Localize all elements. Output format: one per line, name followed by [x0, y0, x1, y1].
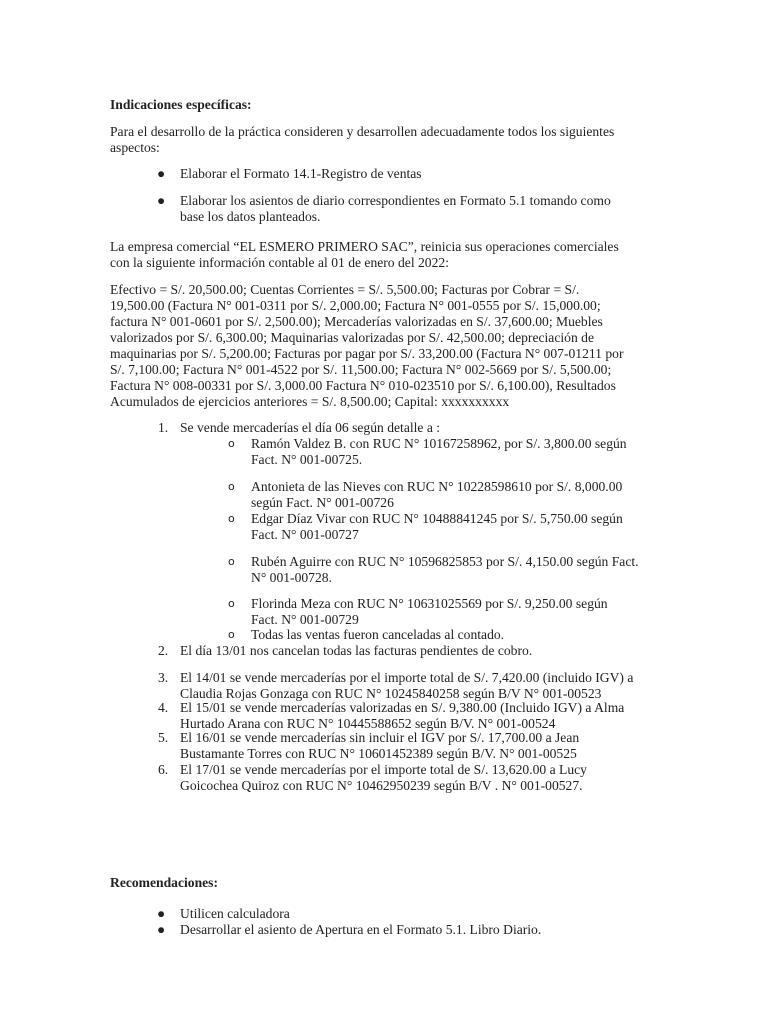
company-line-2: con la siguiente información contable al 01 de enero del 2022: — [110, 255, 449, 270]
balances-line: Efectivo = S/. 20,500.00; Cuentas Corrientes = S/. 5,500.00; Facturas por Cobrar = S/. — [110, 282, 580, 297]
sub-item-text: Rubén Aguirre con RUC N° 10596825853 por S/. 4,150.00 según Fact. — [251, 554, 639, 569]
bullet-icon: ● — [157, 166, 166, 181]
circle-bullet-icon: o — [228, 555, 235, 568]
bullet-text: Desarrollar el asiento de Apertura en el Formato 5.1. Libro Diario. — [180, 922, 542, 937]
sub-item-text: Ramón Valdez B. con RUC N° 10167258962, por S/. 3,800.00 según — [251, 436, 627, 451]
item-text: El 14/01 se vende mercaderías por el importe total de S/. 7,420.00 (incluido IGV) a — [180, 670, 634, 685]
item-number: 6. — [158, 762, 169, 777]
sub-item-text: Florinda Meza con RUC N° 10631025569 por S/. 9,250.00 según — [251, 596, 608, 611]
sub-item-text-continued: Fact. N° 001-00727 — [251, 527, 359, 542]
sub-item-text: Todas las ventas fueron canceladas al contado. — [251, 627, 505, 642]
item-number: 2. — [158, 643, 169, 658]
balances-line: factura N° 001-0601 por S/. 2,500.00); Mercaderías valorizadas en S/. 37,600.00; Muebles — [110, 314, 603, 329]
balances-line: Factura N° 008-00331 por S/. 3,000.00 Factura N° 010-023510 por S/. 6,100.00), Resultados — [110, 378, 616, 393]
item-text: El 15/01 se vende mercaderías valorizadas en S/. 9,380.00 (Incluido IGV) a Alma — [180, 700, 625, 715]
item-text: El 16/01 se vende mercaderías sin incluir el IGV por S/. 17,700.00 a Jean — [180, 730, 580, 745]
circle-bullet-icon: o — [228, 437, 235, 450]
circle-bullet-icon: o — [228, 512, 235, 525]
section-heading-recomendaciones: Recomendaciones: — [110, 875, 218, 890]
bullet-icon: ● — [157, 906, 166, 921]
item-text: El 17/01 se vende mercaderías por el importe total de S/. 13,620.00 a Lucy — [180, 762, 587, 777]
item-text-continued: Claudia Rojas Gonzaga con RUC N° 10245840258 según B/V N° 001-00523 — [180, 686, 602, 701]
balances-line: valorizados por S/. 6,300.00; Maquinarias valorizadas por S/. 42,500.00; depreciación de — [110, 330, 594, 345]
item-text: El día 13/01 nos cancelan todas las facturas pendientes de cobro. — [180, 643, 533, 658]
circle-bullet-icon: o — [228, 480, 235, 493]
sub-item-text-continued: Fact. N° 001-00729 — [251, 612, 359, 627]
intro-line-2: aspectos: — [110, 140, 160, 155]
sub-item-text: Antonieta de las Nieves con RUC N° 10228598610 por S/. 8,000.00 — [251, 479, 623, 494]
bullet-icon: ● — [157, 193, 166, 208]
balances-line: maquinarias por S/. 5,200.00; Facturas por pagar por S/. 33,200.00 (Factura N° 007-01211 por — [110, 346, 624, 361]
item-text-continued: Goicochea Quiroz con RUC N° 10462950239 según B/V . N° 001-00527. — [180, 778, 583, 793]
item-text-continued: Hurtado Arana con RUC N° 10445588652 según B/V. N° 001-00524 — [180, 716, 556, 731]
circle-bullet-icon: o — [228, 628, 235, 641]
bullet-text: Elaborar el Formato 14.1-Registro de ventas — [180, 166, 422, 181]
item-number: 5. — [158, 730, 169, 745]
sub-item-text-continued: según Fact. N° 001-00726 — [251, 495, 394, 510]
bullet-text-continued: base los datos planteados. — [180, 209, 321, 224]
intro-line-1: Para el desarrollo de la práctica consideren y desarrollen adecuadamente todos los siguientes — [110, 124, 615, 139]
balances-line: Acumulados de ejercicios anteriores = S/. 8,500.00; Capital: xxxxxxxxxx — [110, 394, 510, 409]
sub-item-text: Edgar Díaz Vivar con RUC N° 10488841245 por S/. 5,750.00 según — [251, 511, 623, 526]
item-number: 1. — [158, 420, 169, 435]
item-text-continued: Bustamante Torres con RUC N° 10601452389 según B/V. N° 001-00525 — [180, 746, 577, 761]
item-text: Se vende mercaderías el día 06 según detalle a : — [180, 420, 441, 435]
sub-item-text-continued: N° 001-00728. — [251, 570, 332, 585]
bullet-text: Elaborar los asientos de diario correspondientes en Formato 5.1 tomando como — [180, 193, 611, 208]
bullet-text: Utilicen calculadora — [180, 906, 290, 921]
sub-item-text-continued: Fact. N° 001-00725. — [251, 452, 363, 467]
bullet-icon: ● — [157, 922, 166, 937]
section-heading-indicaciones: Indicaciones específicas: — [110, 97, 252, 112]
company-line-1: La empresa comercial “EL ESMERO PRIMERO SAC”, reinicia sus operaciones comerciales — [110, 239, 619, 254]
item-number: 4. — [158, 700, 169, 715]
balances-line: S/. 7,100.00; Factura N° 001-4522 por S/. 11,500.00; Factura N° 002-5669 por S/. 5,500.00; — [110, 362, 612, 377]
circle-bullet-icon: o — [228, 597, 235, 610]
item-number: 3. — [158, 670, 169, 685]
balances-line: 19,500.00 (Factura N° 001-0311 por S/. 2,000.00; Factura N° 001-0555 por S/. 15,000.00; — [110, 298, 601, 313]
